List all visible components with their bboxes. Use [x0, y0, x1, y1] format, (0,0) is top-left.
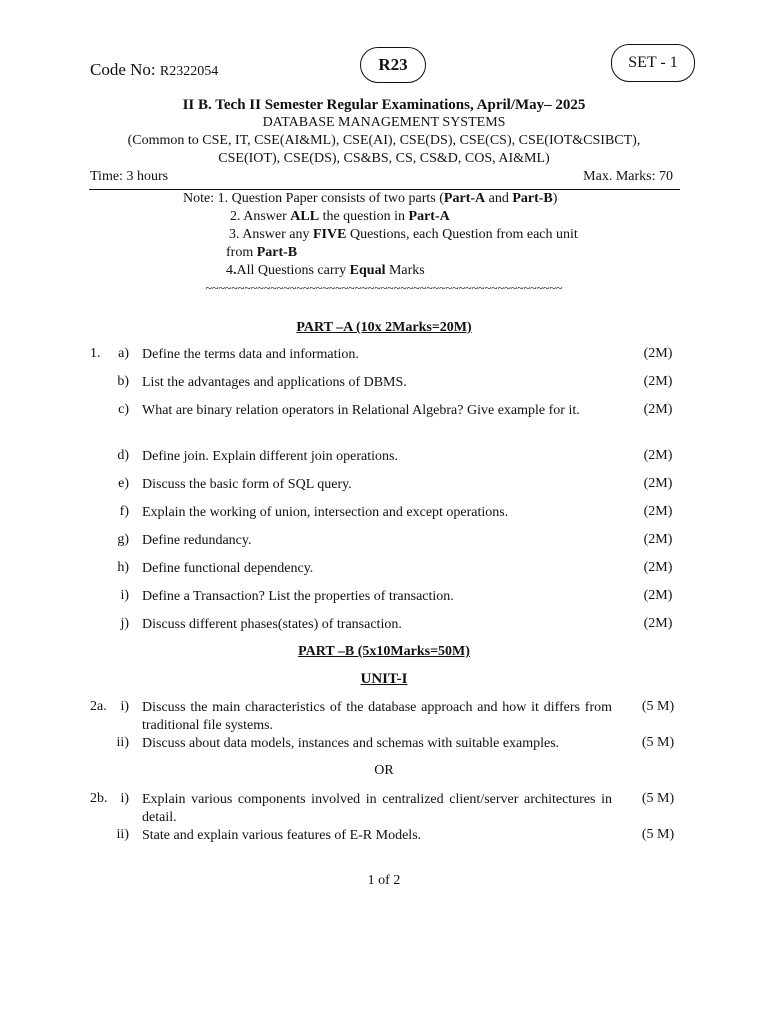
- question-text: Define redundancy.: [142, 533, 252, 548]
- question-sub-label: h): [117, 560, 129, 575]
- exam-title: II B. Tech II Semester Regular Examinations, April/May– 2025: [182, 97, 586, 113]
- common-branches-line-1: (Common to CSE, IT, CSE(AI&ML), CSE(AI), CSE(DS), CSE(CS), CSE(IOT&CSIBCT),: [127, 133, 641, 148]
- note-line-4: 4.All Questions carry Equal Marks: [226, 263, 425, 278]
- question-number-2a: 2a.: [90, 699, 107, 714]
- question-marks: (2M): [643, 448, 673, 463]
- question-text: Explain various components involved in centralized client/server architectures in detail.: [142, 792, 612, 825]
- question-sub-label: f): [119, 504, 129, 519]
- question-number-1: 1.: [90, 346, 101, 361]
- question-sub-label: e): [118, 476, 129, 491]
- question-marks: (2M): [643, 616, 673, 631]
- question-marks: (5 M): [641, 827, 675, 842]
- question-text: Define a Transaction? List the properties of transaction.: [142, 589, 454, 604]
- question-text: State and explain various features of E-R Models.: [142, 828, 422, 843]
- question-text: Discuss the main characteristics of the database approach and how it differs from traditional file systems.: [142, 700, 612, 733]
- or-separator: OR: [374, 763, 394, 778]
- question-sub-label: d): [117, 448, 129, 463]
- question-sub-label: ii): [116, 827, 129, 842]
- exam-time: Time: 3 hours: [90, 169, 169, 184]
- question-number-2b: 2b.: [90, 791, 108, 806]
- question-marks: (2M): [643, 346, 673, 361]
- question-marks: (2M): [643, 560, 673, 575]
- subject-title: DATABASE MANAGEMENT SYSTEMS: [262, 115, 506, 130]
- note-line-3: 3. Answer any FIVE Questions, each Question from each unit: [229, 227, 578, 242]
- code-number: [90, 60, 218, 80]
- question-text: List the advantages and applications of DBMS.: [142, 375, 407, 390]
- question-text: Explain the working of union, intersection and except operations.: [142, 505, 509, 520]
- unit-heading: UNIT-I: [360, 671, 408, 687]
- max-marks: Max. Marks: 70: [583, 169, 673, 184]
- note-line-3-continued: from Part-B: [226, 245, 298, 260]
- question-text: Discuss different phases(states) of transaction.: [142, 617, 402, 632]
- question-marks: (2M): [643, 374, 673, 389]
- question-sub-label: i): [120, 588, 129, 603]
- code-value: R2322054: [159, 64, 219, 79]
- question-sub-label: i): [120, 791, 129, 806]
- question-sub-label: ii): [116, 735, 129, 750]
- note-line-1: Note: 1. Question Paper consists of two parts (Part-A and Part-B): [183, 191, 558, 206]
- question-sub-label: i): [120, 699, 129, 714]
- question-marks: (2M): [643, 402, 673, 417]
- question-marks: (2M): [643, 504, 673, 519]
- question-marks: (2M): [643, 532, 673, 547]
- code-label: Code No:: [90, 60, 156, 79]
- note-separator: ~~~~~~~~~~~~~~~~~~~~~~~~~~~~~~~~~~~~~~~~~~~~~~~~~~~~~~~: [205, 281, 563, 295]
- question-sub-label: c): [118, 402, 129, 417]
- question-sub-label: a): [118, 346, 129, 361]
- page-number: 1 of 2: [367, 873, 401, 888]
- part-b-heading: PART –B (5x10Marks=50M): [298, 644, 470, 659]
- question-marks: (2M): [643, 476, 673, 491]
- part-a-heading: PART –A (10x 2Marks=20M): [296, 320, 472, 335]
- question-sub-label: j): [120, 616, 129, 631]
- question-marks: (5 M): [641, 699, 675, 714]
- regulation-badge: R23: [360, 47, 426, 83]
- set-badge: SET - 1: [611, 44, 695, 82]
- question-marks: (2M): [643, 588, 673, 603]
- question-text: Discuss about data models, instances and schemas with suitable examples.: [142, 736, 560, 751]
- common-branches-line-2: CSE(IOT), CSE(DS), CS&BS, CS, CS&D, COS, AI&ML): [218, 151, 550, 166]
- question-text: Define join. Explain different join operations.: [142, 449, 398, 464]
- question-text: Define functional dependency.: [142, 561, 314, 576]
- header-divider: [89, 189, 680, 190]
- question-marks: (5 M): [641, 791, 675, 806]
- question-marks: (5 M): [641, 735, 675, 750]
- note-line-2: 2. Answer ALL the question in Part-A: [230, 209, 450, 224]
- question-sub-label: b): [117, 374, 129, 389]
- question-text: Discuss the basic form of SQL query.: [142, 477, 352, 492]
- question-sub-label: g): [117, 532, 129, 547]
- question-text: What are binary relation operators in Relational Algebra? Give example for it.: [142, 403, 580, 418]
- question-text: Define the terms data and information.: [142, 347, 359, 362]
